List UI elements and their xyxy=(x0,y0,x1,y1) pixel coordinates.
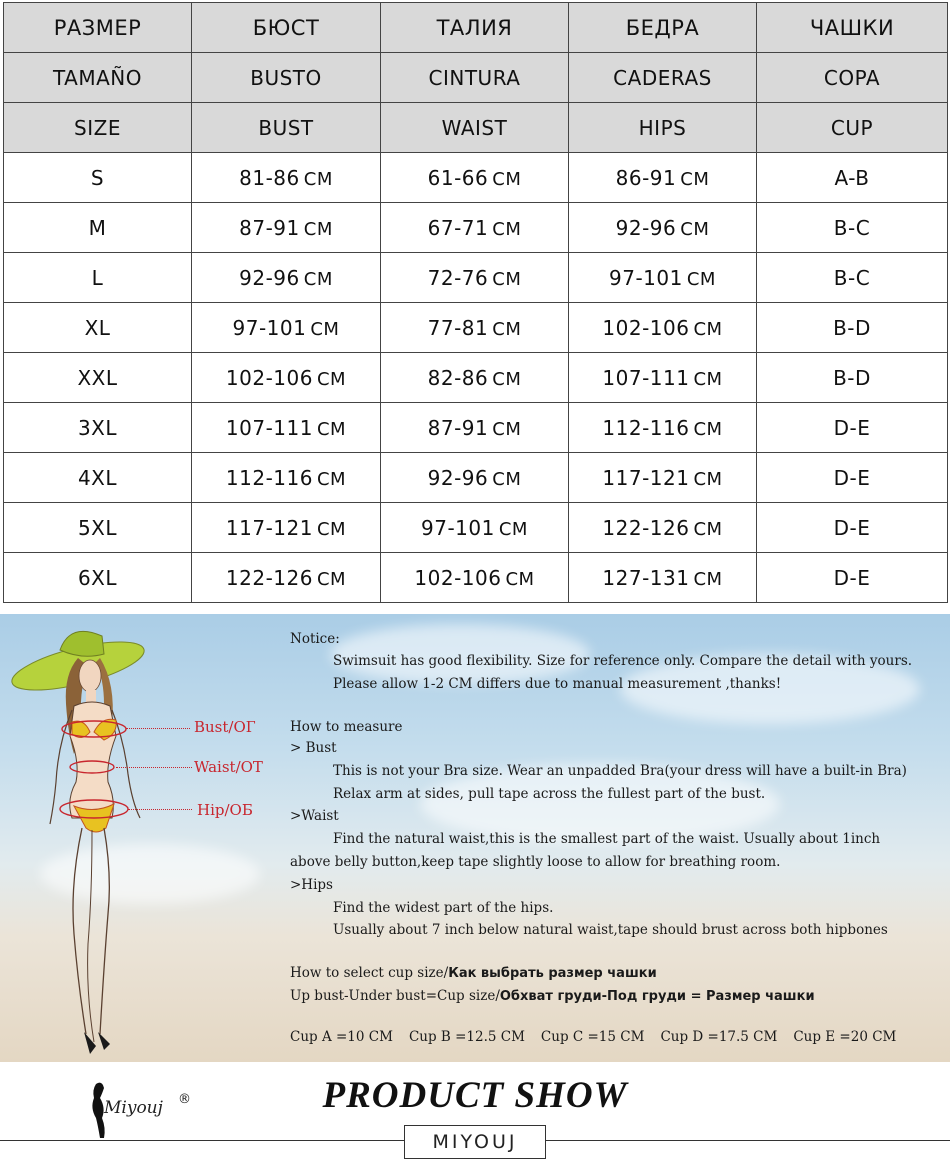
bust-cell xyxy=(192,203,381,253)
size-value: 5XL xyxy=(77,515,118,540)
cup-select-en: How to select cup size/ xyxy=(290,965,449,981)
waist-cell xyxy=(381,303,569,353)
unit-label: CM xyxy=(303,268,333,290)
header-cell-waist: WAIST xyxy=(381,103,569,153)
table-row xyxy=(4,403,948,453)
hips-value: 86-91 xyxy=(615,165,677,190)
size-cell xyxy=(4,303,192,353)
table-row xyxy=(4,353,948,403)
waist-value: 87-91 xyxy=(427,415,489,440)
unit-label: CM xyxy=(680,218,710,240)
size-value: 6XL xyxy=(77,565,118,590)
notice-line: Swimsuit has good flexibility. Size for reference only. Compare the detail with yours. xyxy=(333,653,913,669)
unit-label: CM xyxy=(303,218,333,240)
cup-value: D-E xyxy=(833,465,871,490)
leg xyxy=(100,828,109,1034)
waist-section-title: >Waist xyxy=(290,808,339,824)
size-chart-header-row xyxy=(4,103,948,153)
unit-label: CM xyxy=(693,318,723,340)
cup-cell xyxy=(757,553,948,603)
header-cell-cup: ЧАШКИ xyxy=(757,3,948,53)
hips-value: 117-121 xyxy=(602,465,690,490)
waist-instruction: Find the natural waist,this is the smallest part of the waist. Usually about 1inch xyxy=(333,831,881,847)
hips-instruction: Usually about 7 inch below natural waist,tape should brust across both hipbones xyxy=(333,922,888,938)
unit-label: CM xyxy=(316,518,347,540)
size-chart-header-row xyxy=(4,3,948,53)
header-cell-bust: БЮСТ xyxy=(192,3,381,53)
footer-divider xyxy=(0,1140,404,1141)
cup-size-item: Cup E =20 CM xyxy=(793,1029,897,1045)
hips-value: 107-111 xyxy=(602,365,690,390)
table-row xyxy=(4,553,948,603)
unit-label: CM xyxy=(316,418,347,440)
size-chart-table xyxy=(3,2,948,603)
header-cell-waist: CINTURA xyxy=(381,53,569,103)
size-value: 4XL xyxy=(77,465,118,490)
bust-value: 87-91 xyxy=(239,215,300,240)
shoe xyxy=(98,1032,110,1050)
cup-select-line xyxy=(290,964,657,983)
size-value: S xyxy=(90,165,105,190)
hips-cell xyxy=(569,253,757,303)
unit-label: CM xyxy=(686,268,716,290)
hat-crown xyxy=(60,631,104,656)
bust-section-title: > Bust xyxy=(290,740,337,756)
hips-value: 112-116 xyxy=(602,415,690,440)
cup-cell xyxy=(757,403,948,453)
cup-value: D-E xyxy=(833,565,871,590)
waist-label: Waist/OT xyxy=(194,758,263,776)
waist-value: 61-66 xyxy=(427,165,489,190)
bust-value: 92-96 xyxy=(239,265,300,290)
unit-label: CM xyxy=(492,168,522,190)
size-chart-header-row xyxy=(4,53,948,103)
bust-cell xyxy=(192,303,381,353)
registered-mark: ® xyxy=(178,1092,191,1107)
table-row xyxy=(4,503,948,553)
hips-instruction: Find the widest part of the hips. xyxy=(333,900,554,916)
cup-size-item: Cup D =17.5 CM xyxy=(660,1029,778,1045)
leg xyxy=(88,830,94,1042)
unit-label: CM xyxy=(693,418,723,440)
cup-size-item: Cup A =10 CM xyxy=(290,1029,393,1045)
leg xyxy=(73,828,86,1034)
bust-value: 81-86 xyxy=(239,165,300,190)
hips-cell xyxy=(569,153,757,203)
size-value: M xyxy=(88,215,107,240)
size-cell xyxy=(4,403,192,453)
cup-formula-ru: Обхват груди-Под груди = Размер чашки xyxy=(499,989,815,1004)
waist-value: 77-81 xyxy=(427,315,489,340)
header-cell-size: РАЗМЕР xyxy=(4,3,192,53)
unit-label: CM xyxy=(316,468,347,490)
unit-label: CM xyxy=(492,368,522,390)
cup-size-item: Cup C =15 CM xyxy=(540,1029,645,1045)
cup-cell xyxy=(757,453,948,503)
footer-divider xyxy=(546,1140,950,1141)
size-value: XL xyxy=(84,315,111,340)
bust-cell xyxy=(192,403,381,453)
waist-cell xyxy=(381,153,569,203)
waist-cell xyxy=(381,503,569,553)
cup-select-ru: Как выбрать размер чашки xyxy=(448,966,657,981)
hips-cell xyxy=(569,353,757,403)
bust-cell xyxy=(192,153,381,203)
cup-cell xyxy=(757,303,948,353)
waist-cell xyxy=(381,403,569,453)
hips-value: 97-101 xyxy=(609,265,683,290)
cup-cell xyxy=(757,353,948,403)
cup-value: A-B xyxy=(834,165,870,190)
hips-cell xyxy=(569,203,757,253)
notice-line: Please allow 1-2 CM differs due to manual measurement ,thanks! xyxy=(333,676,782,692)
waist-cell xyxy=(381,203,569,253)
header-cell-size: SIZE xyxy=(4,103,192,153)
unit-label: CM xyxy=(693,518,723,540)
unit-label: CM xyxy=(310,318,340,340)
header-cell-hips: БЕДРА xyxy=(569,3,757,53)
hip-label: Hip/OБ xyxy=(197,801,253,819)
size-cell xyxy=(4,503,192,553)
unit-label: CM xyxy=(316,368,347,390)
hips-cell xyxy=(569,403,757,453)
bust-value: 117-121 xyxy=(225,515,313,540)
unit-label: CM xyxy=(693,568,723,590)
hips-value: 127-131 xyxy=(602,565,690,590)
table-row xyxy=(4,153,948,203)
waist-value: 102-106 xyxy=(414,565,502,590)
unit-label: CM xyxy=(492,418,522,440)
unit-label: CM xyxy=(492,318,522,340)
bust-value: 102-106 xyxy=(225,365,313,390)
bust-cell xyxy=(192,503,381,553)
unit-label: CM xyxy=(680,168,710,190)
bust-instruction: Relax arm at sides, pull tape across the fullest part of the bust. xyxy=(333,786,766,802)
model-illustration xyxy=(0,614,290,1062)
hips-cell xyxy=(569,503,757,553)
waist-value: 92-96 xyxy=(427,465,489,490)
hip-pointer-line xyxy=(128,809,192,810)
bust-value: 122-126 xyxy=(225,565,313,590)
waist-pointer-line xyxy=(116,767,192,768)
bust-cell xyxy=(192,353,381,403)
waist-value: 97-101 xyxy=(421,515,495,540)
waist-cell xyxy=(381,553,569,603)
hips-cell xyxy=(569,453,757,503)
cup-cell xyxy=(757,503,948,553)
waist-value: 67-71 xyxy=(427,215,489,240)
bust-cell xyxy=(192,453,381,503)
unit-label: CM xyxy=(498,518,528,540)
hips-value: 122-126 xyxy=(602,515,690,540)
header-cell-cup: COPA xyxy=(757,53,948,103)
cup-value: B-D xyxy=(833,365,871,390)
size-cell xyxy=(4,203,192,253)
header-cell-bust: BUST xyxy=(192,103,381,153)
shoe xyxy=(84,1032,96,1054)
cup-value: B-C xyxy=(833,265,871,290)
unit-label: CM xyxy=(492,468,522,490)
cup-size-list xyxy=(290,1028,896,1046)
brand-name-box: MIYOUJ xyxy=(404,1125,546,1159)
size-cell xyxy=(4,453,192,503)
size-value: 3XL xyxy=(77,415,118,440)
bust-value: 112-116 xyxy=(225,465,313,490)
measurement-guide-panel xyxy=(0,614,950,1062)
bust-value: 107-111 xyxy=(225,415,313,440)
how-to-measure-title: How to measure xyxy=(290,719,403,735)
table-row xyxy=(4,453,948,503)
bust-cell xyxy=(192,253,381,303)
size-cell xyxy=(4,553,192,603)
product-show-title: PRODUCT SHOW xyxy=(322,1075,628,1116)
bust-value: 97-101 xyxy=(232,315,307,340)
cup-formula-en: Up bust-Under bust=Cup size/ xyxy=(290,988,500,1004)
size-value: XXL xyxy=(77,365,118,390)
waist-cell xyxy=(381,353,569,403)
face xyxy=(79,660,101,692)
table-row xyxy=(4,203,948,253)
hips-cell xyxy=(569,303,757,353)
brand-logo-text: Miyouj xyxy=(104,1098,163,1118)
header-cell-cup: CUP xyxy=(757,103,948,153)
unit-label: CM xyxy=(492,268,522,290)
waist-value: 72-76 xyxy=(427,265,489,290)
size-cell xyxy=(4,253,192,303)
cup-cell xyxy=(757,253,948,303)
waist-cell xyxy=(381,453,569,503)
bust-label: Bust/OГ xyxy=(194,718,256,736)
header-cell-hips: CADERAS xyxy=(569,53,757,103)
size-chart-body xyxy=(4,3,948,603)
table-row xyxy=(4,303,948,353)
unit-label: CM xyxy=(505,568,535,590)
header-cell-waist: ТАЛИЯ xyxy=(381,3,569,53)
bust-pointer-line xyxy=(126,728,190,729)
waist-instruction: above belly button,keep tape slightly loose to allow for breathing room. xyxy=(290,854,781,870)
notice-title: Notice: xyxy=(290,631,340,647)
size-value: L xyxy=(91,265,104,290)
hips-section-title: >Hips xyxy=(290,877,333,893)
waist-value: 82-86 xyxy=(427,365,489,390)
cup-value: D-E xyxy=(833,515,871,540)
hips-value: 102-106 xyxy=(602,315,690,340)
header-cell-size: TAMAÑO xyxy=(4,53,192,103)
unit-label: CM xyxy=(303,168,333,190)
size-cell xyxy=(4,153,192,203)
cup-value: B-C xyxy=(833,215,871,240)
cup-cell xyxy=(757,153,948,203)
cup-formula-line xyxy=(290,987,815,1006)
cup-cell xyxy=(757,203,948,253)
header-cell-bust: BUSTO xyxy=(192,53,381,103)
bust-cell xyxy=(192,553,381,603)
size-cell xyxy=(4,353,192,403)
unit-label: CM xyxy=(693,468,723,490)
unit-label: CM xyxy=(492,218,522,240)
hips-value: 92-96 xyxy=(615,215,677,240)
table-row xyxy=(4,253,948,303)
cup-value: D-E xyxy=(833,415,871,440)
cup-value: B-D xyxy=(833,315,871,340)
bust-instruction: This is not your Bra size. Wear an unpadded Bra(your dress will have a built-in Bra) xyxy=(333,763,907,779)
cup-size-item: Cup B =12.5 CM xyxy=(408,1029,525,1045)
unit-label: CM xyxy=(693,368,723,390)
header-cell-hips: HIPS xyxy=(569,103,757,153)
waist-cell xyxy=(381,253,569,303)
hips-cell xyxy=(569,553,757,603)
unit-label: CM xyxy=(316,568,347,590)
